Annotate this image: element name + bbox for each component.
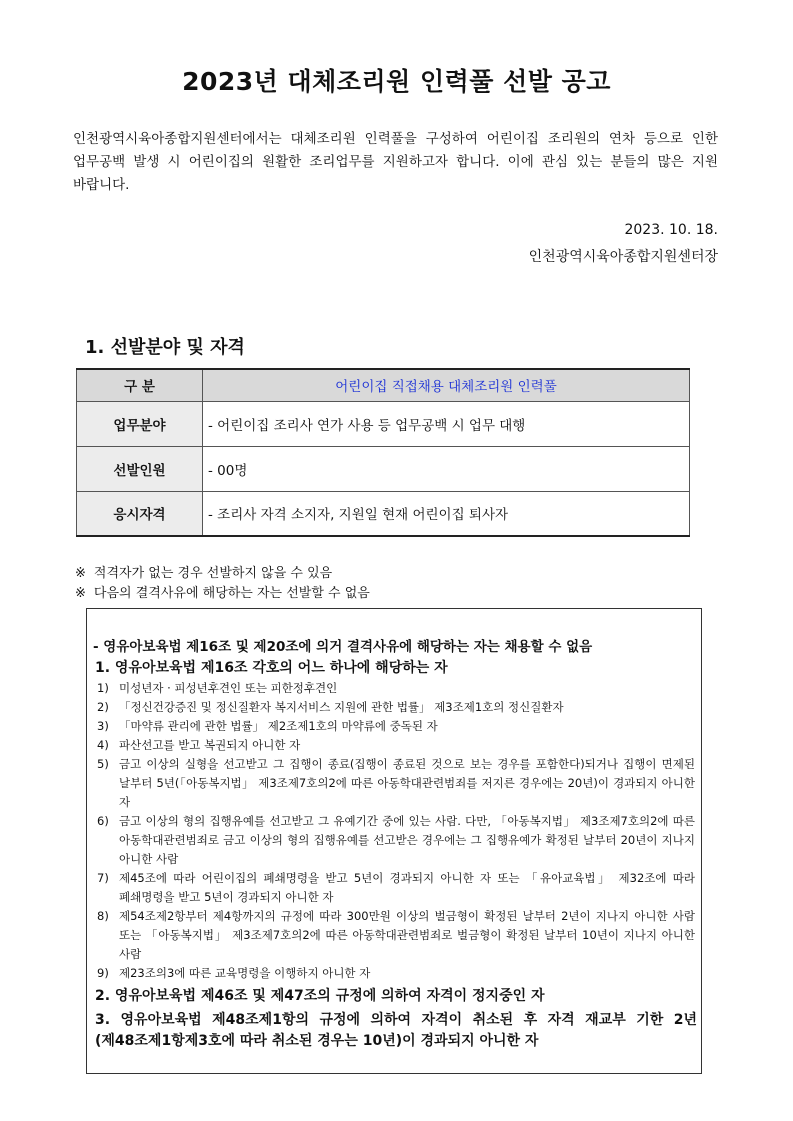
group-title: 2. 영유아보육법 제46조 및 제47조의 규정에 의하여 자격이 정지중인 자 [95,988,545,1004]
list-item [97,755,697,812]
list-item [97,869,697,907]
note-mark: ※ [75,586,86,601]
page-title: 2023년 대체조리원 인력풀 선발 공고 [182,67,611,96]
row-value: - 어린이집 조리사 연가 사용 등 업무공백 시 업무 대행 [203,401,690,446]
row-label: 업무분야 [77,401,203,446]
item-number: 6) [97,814,109,828]
table-header-category: 구 분 [77,369,203,401]
table-header-row [77,369,690,401]
selection-table [76,368,690,537]
table-row [77,491,690,536]
row-value: - 조리사 자격 소지자, 지원일 현재 어린이집 퇴사자 [203,491,690,536]
note-text: 다음의 결격사유에 해당하는 자는 선발할 수 없음 [93,586,370,601]
list-item [97,698,697,717]
group-title: 1. 영유아보육법 제16조 각호의 어느 하나에 해당하는 자 [95,660,448,676]
table-row [77,401,690,446]
note-item [75,584,370,604]
announcement-date: 2023. 10. 18. [624,222,718,238]
row-label: 응시자격 [77,491,203,536]
item-number: 7) [97,871,109,885]
intro-paragraph: 인천광역시육아종합지원센터에서는 대체조리원 인력풀을 구성하여 어린이집 조리원의 연차 등으로 인한 업무공백 발생 시 어린이집의 원활한 조리업무를 지원하고자 합니다. 이에 관심 있는 분들의 많은 지원 바랍니다. [73,131,718,193]
section-title: 1. 선발분야 및 자격 [85,337,245,358]
note-text: 적격자가 없는 경우 선발하지 않을 수 있음 [93,566,333,581]
item-text: 금고 이상의 실형을 선고받고 그 집행이 종료(집행이 종료된 것으로 보는 경우를 포함한다)되거나 집행이 면제된 날부터 5년(「아동복지법」 제3조제7호의2에 따른 아동학대관련범죄를 저지른 경우에는 20년)이 경과되지 아니한 자 [119,757,695,809]
table-header-title: 어린이집 직접채용 대체조리원 인력풀 [203,369,690,401]
item-number: 3) [97,719,109,733]
row-value: - 00명 [203,446,690,491]
item-text: 파산선고를 받고 복권되지 아니한 자 [119,738,301,752]
disqualification-box [86,608,702,1074]
item-text: 미성년자 · 피성년후견인 또는 피한정후견인 [119,681,338,695]
item-number: 2) [97,700,109,714]
list-item [97,736,697,755]
item-text: 제23조의3에 따른 교육명령을 이행하지 아니한 자 [119,966,371,980]
item-text: 「마약류 관리에 관한 법률」 제2조제1호의 마약류에 중독된 자 [119,719,438,733]
list-item [97,717,697,736]
item-number: 9) [97,966,109,980]
list-item [97,812,697,869]
list-item [97,679,697,698]
item-number: 4) [97,738,109,752]
group-title: 3. 영유아보육법 제48조제1항의 규정에 의하여 자격이 취소된 후 자격 재교부 기한 2년(제48조제1항제3호에 따라 취소된 경우는 10년)이 경과되지 아니한 자 [95,1012,697,1049]
note-item [75,564,370,584]
item-number: 5) [97,757,109,771]
list-item [97,964,697,983]
note-mark: ※ [75,566,86,581]
item-text: 「정신건강증진 및 정신질환자 복지서비스 지원에 관한 법률」 제3조제1호의 정신질환자 [119,700,564,714]
row-label: 선발인원 [77,446,203,491]
list-item [97,907,697,964]
item-text: 제45조에 따라 어린이집의 폐쇄명령을 받고 5년이 경과되지 아니한 자 또는 「유아교육법」 제32조에 따라 폐쇄명령을 받고 5년이 경과되지 아니한 자 [119,871,695,904]
notes-list [75,564,370,604]
item-number: 1) [97,681,109,695]
item-text: 금고 이상의 형의 집행유예를 선고받고 그 유예기간 중에 있는 사람. 다만, 「아동복지법」 제3조제7호의2에 따른 아동학대관련범죄로 금고 이상의 형의 집행유예를 선고받은 경우에는 그 집행유예가 확정된 날부터 20년이 지나지 아니한 사람 [119,814,695,866]
issuer-name: 인천광역시육아종합지원센터장 [528,249,718,265]
item-number: 8) [97,909,109,923]
item-text: 제54조제2항부터 제4항까지의 규정에 따라 300만원 이상의 벌금형이 확정된 날부터 2년이 지나지 아니한 사람 또는 「아동복지법」 제3조제7호의2에 따른 아동학대관련범죄로 벌금형이 확정된 날부터 10년이 지나지 아니한 사람 [119,909,695,961]
box-heading: - 영유아보육법 제16조 및 제20조에 의거 결격사유에 해당하는 자는 채용할 수 없음 [93,639,593,655]
table-row [77,446,690,491]
